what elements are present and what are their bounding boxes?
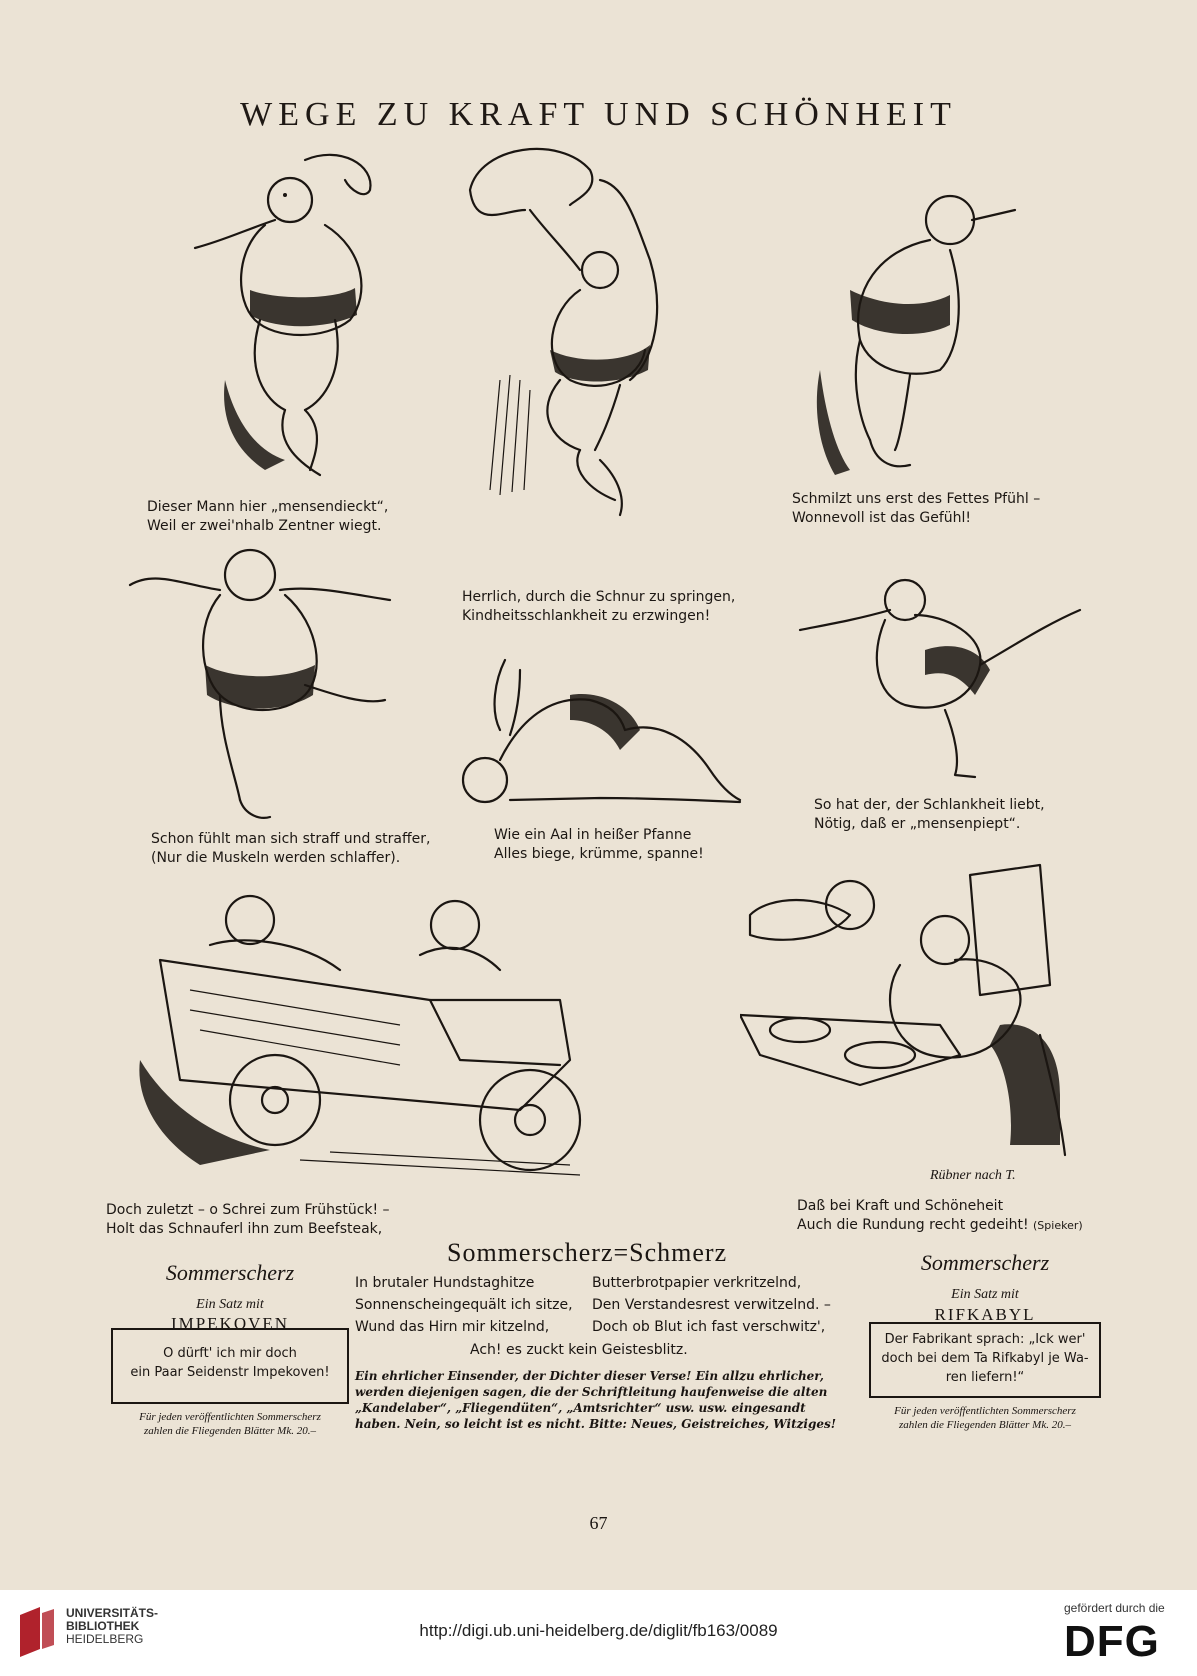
poem-left-line-1: In brutaler Hundstaghitze [355,1275,535,1291]
dfg-logo[interactable]: DFG [1064,1617,1160,1666]
illustration-fat-man-balancing [795,575,1085,785]
artist-signature: Rübner nach T. [930,1168,1016,1183]
right-box-subheading: Ein Satz mit [951,1287,1019,1302]
poem-left-line-2: Sonnenscheingequält ich sitze, [355,1297,573,1313]
left-box-heading: Sommerscherz [165,1260,295,1285]
left-box-subheading: Ein Satz mit [196,1297,264,1312]
illustration-fat-man-jumping-rope [450,140,710,540]
poem-left-line-3: Wund das Hirn mir kitzelnd, [355,1319,550,1335]
editor-note: Ein ehrlicher Einsender, der Dichter dieser Verse! Ein allzu ehrlicher, werden diejenigen sagen, die der Schriftleitung haufenweise die alten „Kandelaber“, „Fliegendüten“, „Amtsrichter“ usw. usw. eingesandt haben. Nein, so leicht ist es nicht. Bitte: Neues, Geistreiches, Witziges! [355,1369,837,1431]
caption-4: Schon fühlt man sich straff und straffer, (Nur die Muskeln werden schlaffer). [151,831,431,866]
poem-last-line: Ach! es zuckt kein Geistesblitz. [470,1342,688,1358]
illustration-fat-man-bending [790,180,1020,490]
poem-right-line-1: Butterbrotpapier verkritzelnd, [592,1275,802,1291]
library-name[interactable]: UNIVERSITÄTS- BIBLIOTHEK HEIDELBERG [66,1606,159,1646]
caption-1: Dieser Mann hier „mensendieckt“, Weil er zwei'nhalb Zentner wiegt. [147,499,389,534]
illustration-fat-man-stretching [165,140,425,490]
caption-8: Daß bei Kraft und Schöneheit Auch die Rundung recht gedeiht! (Spieker) [797,1198,1083,1233]
caption-6: So hat der, der Schlankheit liebt, Nötig, daß er „mensenpiept“. [814,797,1045,832]
illustration-fat-man-arms-spread [125,545,405,830]
illustration-fat-man-eating [740,855,1090,1175]
left-box-footnote: Für jeden veröffentlichten Sommerscherz zahlen die Fliegenden Blätter Mk. 20.– [139,1411,321,1437]
left-box-name: IMPEKOVEN [170,1314,290,1333]
caption-5: Wie ein Aal in heißer Pfanne Alles biege, krümme, spanne! [494,827,704,862]
right-box-text: Der Fabrikant sprach: „Ick wer' doch bei dem Ta Rifkabyl je Wa- ren liefern!“ [869,1322,1101,1398]
caption-2: Herrlich, durch die Schnur zu springen, Kindheitsschlankheit zu erzwingen! [462,589,736,624]
right-box-heading: Sommerscherz [920,1250,1050,1275]
credit-spieker: (Spieker) [1033,1219,1083,1232]
source-url-link[interactable]: http://digi.ub.uni-heidelberg.de/diglit/fb163/0089 [419,1621,778,1640]
poem-right-line-2: Den Verstandesrest verwitzelnd. – [592,1297,831,1313]
caption-7: Doch zuletzt – o Schrei zum Frühstück! – Holt das Schnauferl ihn zum Beefsteak, [106,1202,390,1237]
illustration-car-chauffeur [100,880,620,1180]
left-box-text: O dürft' ich mir doch ein Paar Seidenstr Impekoven! [111,1328,349,1404]
sponsor-label: gefördert durch die [1064,1601,1165,1615]
illustration-fat-man-floor-exercise [450,650,750,810]
poem-title: Sommerscherz=Schmerz [447,1238,728,1267]
poem-right-line-3: Doch ob Blut ich fast verschwitz', [592,1319,826,1335]
right-box-footnote: Für jeden veröffentlichten Sommerscherz zahlen die Fliegenden Blätter Mk. 20.– [894,1405,1076,1431]
right-box-name: RIFKABYL [934,1305,1036,1324]
caption-3: Schmilzt uns erst des Fettes Pfühl – Wonnevoll ist das Gefühl! [792,491,1041,526]
page-title: WEGE ZU KRAFT UND SCHÖNHEIT [240,96,957,133]
page-number: 67 [589,1513,608,1533]
